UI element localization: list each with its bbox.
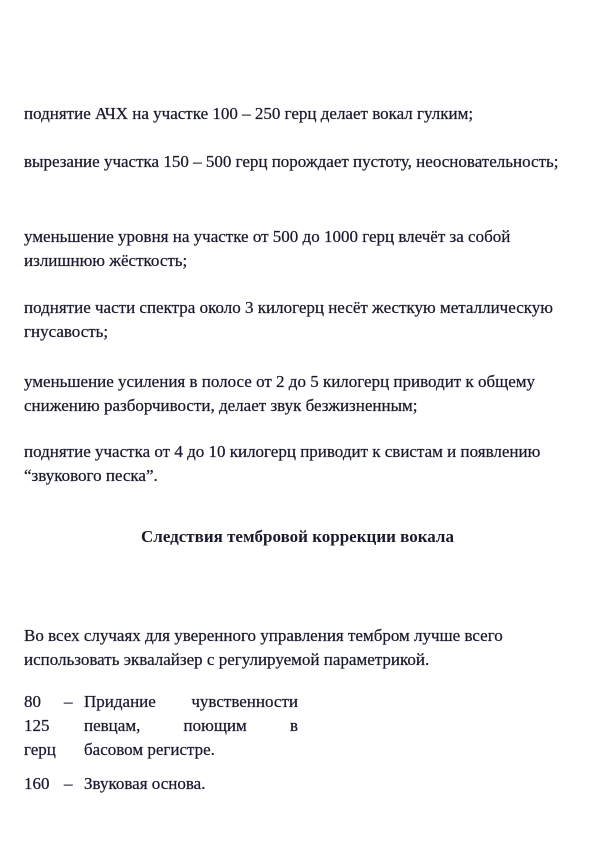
intro-paragraph: Во всех случаях для уверенного управления тембром лучше всего использовать эквалайзер с регулируемой параметрикой.	[24, 626, 503, 669]
paragraph-mid-cut: уменьшение уровня на участке от 500 до 1000 герц влечёт за собой излишнюю жёсткость;	[24, 227, 511, 270]
section-heading: Следствия тембровой коррекции вокала	[141, 527, 454, 546]
frequency-value: 80	[24, 692, 41, 711]
table-row	[24, 714, 304, 738]
frequency-description: Звуковая основа.	[84, 774, 206, 793]
paragraph-low-mid-cut: вырезание участка 150 – 500 герц порождает пустоту, неосновательность;	[24, 152, 559, 171]
table-row	[24, 690, 304, 714]
frequency-description: певцам, поющим в	[84, 716, 298, 735]
table-row	[24, 738, 304, 762]
paragraph-3khz-boost: поднятие части спектра около 3 килогерц несёт жесткую металлическую гнусавость;	[24, 298, 553, 341]
frequency-description: басовом регистре.	[84, 740, 215, 759]
dash: –	[64, 692, 73, 711]
paragraph-bass-boost: поднятие АЧХ на участке 100 – 250 герц делает вокал гулким;	[24, 104, 474, 123]
dash: –	[64, 774, 73, 793]
paragraph-high-boost: поднятие участка от 4 до 10 килогерц приводит к свистам и появлению “звукового песка”.	[24, 442, 541, 485]
paragraph-presence-cut: уменьшение усиления в полосе от 2 до 5 килогерц приводит к общему снижению разборчивости, делает звук безжизненным;	[24, 372, 536, 415]
table-row	[24, 772, 304, 796]
frequency-value: 160	[24, 774, 50, 793]
frequency-description: Придание чувственности	[84, 692, 298, 711]
frequency-unit: герц	[24, 740, 56, 759]
frequency-value: 125	[24, 716, 50, 735]
